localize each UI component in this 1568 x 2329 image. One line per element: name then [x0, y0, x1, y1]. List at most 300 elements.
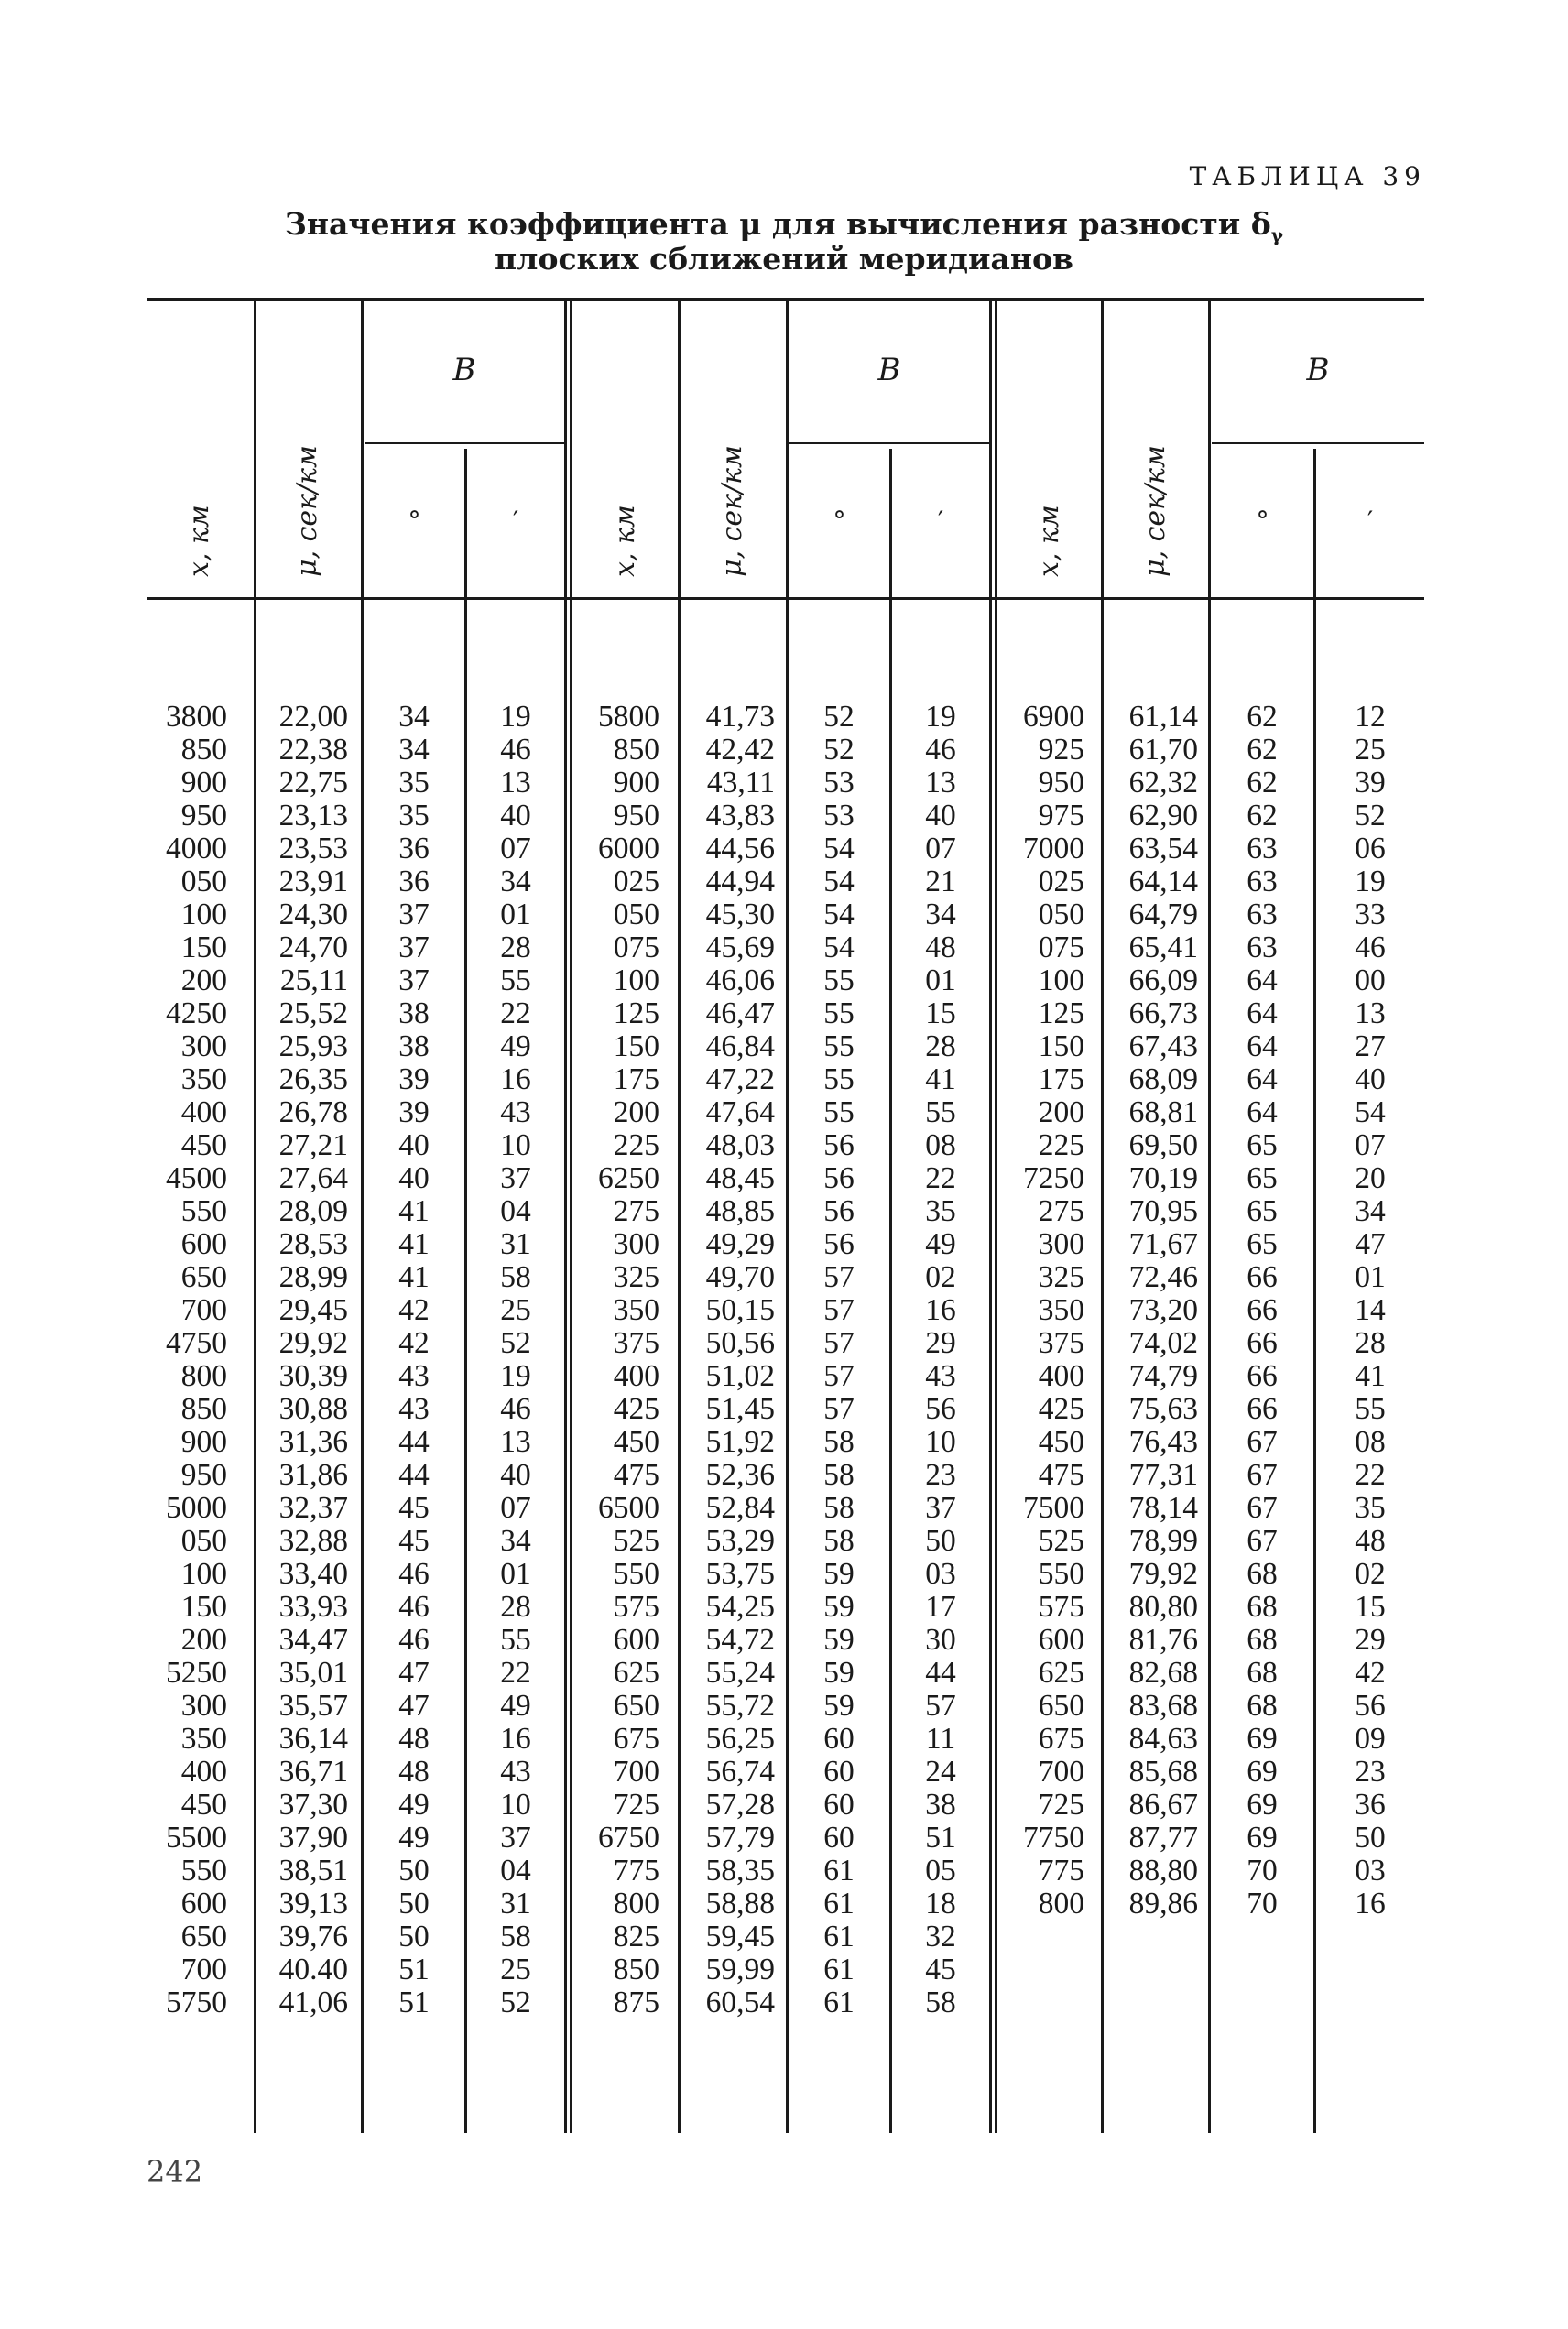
table-cell: 63,54 [1128, 832, 1198, 865]
table-cell: 85,68 [1128, 1755, 1198, 1789]
table-cell: 49 [500, 1689, 531, 1723]
table-cell: 625 [613, 1656, 659, 1690]
table-cell: 39,76 [278, 1920, 348, 1954]
table-cell: 200 [180, 1623, 227, 1657]
table-cell: 54,72 [705, 1623, 775, 1657]
table-cell: 02 [1355, 1557, 1386, 1591]
table-cell: 03 [1355, 1854, 1386, 1888]
table-cell: 41 [398, 1227, 430, 1261]
table-cell: 67 [1247, 1524, 1278, 1558]
table-cell: 51,45 [705, 1392, 775, 1426]
column-minutes [892, 701, 989, 2019]
table-cell: 400 [180, 1095, 227, 1129]
table-cell: 25,11 [279, 963, 348, 997]
table-cell: 46 [500, 733, 531, 767]
table-cell: 54 [823, 898, 855, 931]
table-cell: 075 [613, 931, 659, 964]
table-cell: 65 [1247, 1161, 1278, 1195]
table-cell: 100 [180, 898, 227, 931]
table-cell: 56,25 [705, 1722, 775, 1756]
table-cell: 51 [398, 1986, 430, 2019]
table-cell: 46 [398, 1623, 430, 1657]
header-minutes: ′ [512, 506, 519, 536]
table-cell: 325 [1038, 1260, 1084, 1294]
table-cell: 74,79 [1128, 1359, 1198, 1393]
table-cell: 37,30 [278, 1788, 348, 1822]
table-cell: 34 [925, 898, 956, 931]
table-cell: 28 [1355, 1326, 1386, 1360]
table-cell: 27,64 [278, 1161, 348, 1195]
table-cell: 475 [613, 1458, 659, 1492]
table-cell: 31,36 [278, 1425, 348, 1459]
table-cell: 825 [613, 1920, 659, 1954]
table-cell: 600 [1038, 1623, 1084, 1657]
table-cell: 61,14 [1128, 700, 1198, 734]
table-cell: 04 [500, 1854, 531, 1888]
table-cell: 64 [1247, 1062, 1278, 1096]
table-cell: 69 [1247, 1755, 1278, 1789]
table-cell: 425 [613, 1392, 659, 1426]
table-cell: 69 [1247, 1821, 1278, 1855]
table-cell: 61 [823, 1953, 855, 1986]
table-cell: 61 [823, 1887, 855, 1921]
table-cell: 48,03 [705, 1128, 775, 1162]
table-cell: 35 [398, 799, 430, 833]
table-cell: 7250 [1023, 1161, 1084, 1195]
table-cell: 5250 [166, 1656, 227, 1690]
table-cell: 4500 [166, 1161, 227, 1195]
header-x-km: x, км [609, 505, 641, 577]
table-cell: 125 [613, 996, 659, 1030]
table-cell: 23,53 [278, 832, 348, 865]
table-cell: 61 [823, 1854, 855, 1888]
table-cell: 7000 [1023, 832, 1084, 865]
table-cell: 57 [823, 1326, 855, 1360]
table-cell: 65,41 [1128, 931, 1198, 964]
table-cell: 43,11 [706, 766, 775, 800]
table-cell: 43 [398, 1359, 430, 1393]
table-cell: 77,31 [1128, 1458, 1198, 1492]
table-cell: 550 [1038, 1557, 1084, 1591]
table-cell: 150 [613, 1029, 659, 1063]
table-cell: 20 [1355, 1161, 1386, 1195]
table-cell: 16 [500, 1722, 531, 1756]
table-cell: 50 [1355, 1821, 1386, 1855]
table-cell: 675 [613, 1722, 659, 1756]
table-cell: 19 [925, 700, 956, 734]
table-cell: 81,76 [1128, 1623, 1198, 1657]
table-cell: 41 [398, 1194, 430, 1228]
table-cell: 100 [180, 1557, 227, 1591]
table-cell: 58,88 [705, 1887, 775, 1921]
table-cell: 350 [1038, 1293, 1084, 1327]
table-cell: 050 [1038, 898, 1084, 931]
table-cell: 52 [500, 1986, 531, 2019]
table-cell: 36 [398, 865, 430, 898]
table-cell: 64 [1247, 996, 1278, 1030]
table-cell: 25,93 [278, 1029, 348, 1063]
table-cell: 22 [925, 1161, 956, 1195]
table-cell: 46,84 [705, 1029, 775, 1063]
b-subheader-rule-2 [789, 442, 989, 444]
table-cell: 43,83 [705, 799, 775, 833]
table-cell: 48,45 [705, 1161, 775, 1195]
table-cell: 07 [925, 832, 956, 865]
b-subheader-rule-3 [1212, 442, 1424, 444]
table-cell: 800 [180, 1359, 227, 1393]
table-cell: 55 [500, 963, 531, 997]
column-x [997, 701, 1084, 1921]
table-cell: 725 [613, 1788, 659, 1822]
table-cell: 37 [398, 963, 430, 997]
table-cell: 11 [925, 1722, 956, 1756]
table-cell: 88,80 [1128, 1854, 1198, 1888]
table-cell: 40 [398, 1161, 430, 1195]
table-cell: 08 [1355, 1425, 1386, 1459]
table-cell: 22 [500, 996, 531, 1030]
column-mu [681, 701, 775, 2019]
table-cell: 66 [1247, 1326, 1278, 1360]
table-cell: 46 [1355, 931, 1386, 964]
table-cell: 53 [823, 766, 855, 800]
table-cell: 5000 [166, 1491, 227, 1525]
table-cell: 36,71 [278, 1755, 348, 1789]
table-cell: 350 [180, 1062, 227, 1096]
table-cell: 200 [613, 1095, 659, 1129]
group-divider [564, 301, 567, 2133]
table-cell: 43 [500, 1095, 531, 1129]
table-cell: 5500 [166, 1821, 227, 1855]
header-degrees: ° [1256, 506, 1269, 536]
table-cell: 34 [500, 865, 531, 898]
table-cell: 54,25 [705, 1590, 775, 1624]
table-cell: 37 [925, 1491, 956, 1525]
table-cell: 53,75 [705, 1557, 775, 1591]
table-cell: 23,91 [278, 865, 348, 898]
table-cell: 64 [1247, 1029, 1278, 1063]
header-mu: μ, сек/км [1139, 445, 1171, 577]
table-cell: 28 [500, 931, 531, 964]
table-cell: 450 [613, 1425, 659, 1459]
table-cell: 41 [1355, 1359, 1386, 1393]
table-cell: 44 [398, 1425, 430, 1459]
table-cell: 450 [1038, 1425, 1084, 1459]
header-mu: μ, сек/км [716, 445, 748, 577]
table-cell: 49,29 [705, 1227, 775, 1261]
header-minutes: ′ [937, 506, 944, 536]
table-cell: 80,80 [1128, 1590, 1198, 1624]
table-cell: 14 [1355, 1293, 1386, 1327]
header-degrees: ° [833, 506, 846, 536]
table-cell: 975 [1038, 799, 1084, 833]
table-cell: 60 [823, 1755, 855, 1789]
table-cell: 425 [1038, 1392, 1084, 1426]
table-cell: 31 [500, 1887, 531, 1921]
column-x [572, 701, 659, 2019]
table-cell: 29,92 [278, 1326, 348, 1360]
table-cell: 36,14 [278, 1722, 348, 1756]
table-cell: 25 [1355, 733, 1386, 767]
table-cell: 89,86 [1128, 1887, 1198, 1921]
table-cell: 43 [925, 1359, 956, 1393]
table-cell: 24 [925, 1755, 956, 1789]
table-cell: 30,88 [278, 1392, 348, 1426]
table-cell: 69,50 [1128, 1128, 1198, 1162]
table-cell: 51 [925, 1821, 956, 1855]
table-cell: 49 [398, 1788, 430, 1822]
table-cell: 39,13 [278, 1887, 348, 1921]
table-cell: 13 [1355, 996, 1386, 1030]
table-cell: 56 [1355, 1689, 1386, 1723]
table-cell: 175 [1038, 1062, 1084, 1096]
table-cell: 33,40 [278, 1557, 348, 1591]
table-cell: 45 [398, 1524, 430, 1558]
table-cell: 550 [180, 1194, 227, 1228]
table-cell: 34 [1355, 1194, 1386, 1228]
column-degrees [364, 701, 464, 2019]
table-cell: 56 [823, 1128, 855, 1162]
table-cell: 6750 [598, 1821, 659, 1855]
table-cell: 29 [1355, 1623, 1386, 1657]
table-cell: 650 [180, 1920, 227, 1954]
table-cell: 49 [925, 1227, 956, 1261]
table-title-line2: плоских сближений меридианов [495, 241, 1073, 277]
table-cell: 50,56 [705, 1326, 775, 1360]
table-cell: 68,09 [1128, 1062, 1198, 1096]
table-cell: 51,02 [705, 1359, 775, 1393]
table-cell: 54 [823, 865, 855, 898]
table-cell: 47,64 [705, 1095, 775, 1129]
table-cell: 4750 [166, 1326, 227, 1360]
table-cell: 26,35 [278, 1062, 348, 1096]
table-cell: 24,70 [278, 931, 348, 964]
table-cell: 23 [925, 1458, 956, 1492]
table-cell: 300 [613, 1227, 659, 1261]
table-cell: 48 [398, 1722, 430, 1756]
table-cell: 10 [500, 1128, 531, 1162]
table-cell: 375 [1038, 1326, 1084, 1360]
table-cell: 70,95 [1128, 1194, 1198, 1228]
table-cell: 27,21 [278, 1128, 348, 1162]
table-cell: 550 [180, 1854, 227, 1888]
table-cell: 58 [925, 1986, 956, 2019]
table-cell: 67,43 [1128, 1029, 1198, 1063]
table-cell: 66,73 [1128, 996, 1198, 1030]
table-cell: 39 [398, 1062, 430, 1096]
table-cell: 525 [613, 1524, 659, 1558]
table-cell: 850 [180, 733, 227, 767]
table-cell: 31 [500, 1227, 531, 1261]
table-cell: 46 [398, 1590, 430, 1624]
column-x [147, 701, 227, 2019]
table-cell: 10 [500, 1788, 531, 1822]
table-cell: 65 [1247, 1194, 1278, 1228]
table-cell: 150 [180, 931, 227, 964]
table-cell: 59,45 [705, 1920, 775, 1954]
table-cell: 19 [500, 1359, 531, 1393]
table-cell: 75,63 [1128, 1392, 1198, 1426]
table-cell: 49,70 [705, 1260, 775, 1294]
header-x-km: x, км [1033, 505, 1065, 577]
table-cell: 56 [823, 1161, 855, 1195]
table-cell: 650 [1038, 1689, 1084, 1723]
table-cell: 40.40 [278, 1953, 348, 1986]
table-cell: 65 [1247, 1227, 1278, 1261]
table-cell: 400 [1038, 1359, 1084, 1393]
table-cell: 3800 [166, 700, 227, 734]
table-cell: 46 [925, 733, 956, 767]
table-cell: 41,73 [705, 700, 775, 734]
table-cell: 33 [1355, 898, 1386, 931]
table-cell: 87,77 [1128, 1821, 1198, 1855]
table-cell: 875 [613, 1986, 659, 2019]
table-cell: 22 [1355, 1458, 1386, 1492]
table-cell: 625 [1038, 1656, 1084, 1690]
table-cell: 22,75 [278, 766, 348, 800]
table-cell: 275 [613, 1194, 659, 1228]
table-cell: 56 [823, 1227, 855, 1261]
column-minutes [1316, 701, 1424, 1921]
table-cell: 78,99 [1128, 1524, 1198, 1558]
table-cell: 5750 [166, 1986, 227, 2019]
table-cell: 72,46 [1128, 1260, 1198, 1294]
table-cell: 51,92 [705, 1425, 775, 1459]
table-cell: 37 [398, 898, 430, 931]
table-cell: 06 [1355, 832, 1386, 865]
table-cell: 07 [1355, 1128, 1386, 1162]
table-cell: 31,86 [278, 1458, 348, 1492]
table-cell: 25 [500, 1293, 531, 1327]
table-cell: 54 [823, 931, 855, 964]
table-cell: 48 [925, 931, 956, 964]
table-cell: 59 [823, 1557, 855, 1591]
table-cell: 69 [1247, 1722, 1278, 1756]
table-cell: 65 [1247, 1128, 1278, 1162]
table-cell: 42 [398, 1326, 430, 1360]
table-cell: 54 [823, 832, 855, 865]
table-cell: 60 [823, 1722, 855, 1756]
table-cell: 10 [925, 1425, 956, 1459]
table-cell: 49 [500, 1029, 531, 1063]
table-cell: 52,36 [705, 1458, 775, 1492]
table-cell: 33,93 [278, 1590, 348, 1624]
table-cell: 5800 [598, 700, 659, 734]
table-cell: 150 [180, 1590, 227, 1624]
table-cell: 350 [180, 1722, 227, 1756]
table-cell: 01 [500, 898, 531, 931]
table-cell: 52 [823, 700, 855, 734]
table-cell: 42,42 [705, 733, 775, 767]
table-cell: 800 [613, 1887, 659, 1921]
table-cell: 32,88 [278, 1524, 348, 1558]
table-cell: 35 [925, 1194, 956, 1228]
table-cell: 025 [613, 865, 659, 898]
b-subheader-rule-1 [365, 442, 564, 444]
table-cell: 56,74 [705, 1755, 775, 1789]
table-cell: 51 [398, 1953, 430, 1986]
table-cell: 27 [1355, 1029, 1386, 1063]
table-cell: 275 [1038, 1194, 1084, 1228]
table-cell: 100 [1038, 963, 1084, 997]
column-degrees [789, 701, 889, 2019]
table-cell: 100 [613, 963, 659, 997]
table-cell: 67 [1247, 1458, 1278, 1492]
table-cell: 56 [823, 1194, 855, 1228]
table-cell: 45,30 [705, 898, 775, 931]
table-cell: 52 [500, 1326, 531, 1360]
table-cell: 48 [398, 1755, 430, 1789]
table-cell: 700 [613, 1755, 659, 1789]
table-cell: 13 [500, 766, 531, 800]
table-cell: 61 [823, 1986, 855, 2019]
table-cell: 575 [1038, 1590, 1084, 1624]
table-cell: 34,47 [278, 1623, 348, 1657]
column-mu [256, 701, 348, 2019]
table-cell: 63 [1247, 931, 1278, 964]
table-cell: 40 [925, 799, 956, 833]
table-cell: 925 [1038, 733, 1084, 767]
table-cell: 71,67 [1128, 1227, 1198, 1261]
table-cell: 62 [1247, 799, 1278, 833]
table-cell: 18 [925, 1887, 956, 1921]
table-cell: 50 [398, 1887, 430, 1921]
table-cell: 43 [398, 1392, 430, 1426]
table-cell: 850 [613, 733, 659, 767]
table-cell: 48 [1355, 1524, 1386, 1558]
table-cell: 375 [613, 1326, 659, 1360]
table-cell: 45,69 [705, 931, 775, 964]
table-cell: 46 [398, 1557, 430, 1591]
table-cell: 34 [398, 733, 430, 767]
table-cell: 38 [398, 996, 430, 1030]
table-cell: 525 [1038, 1524, 1084, 1558]
header-mu: μ, сек/км [291, 445, 323, 577]
table-cell: 23 [1355, 1755, 1386, 1789]
table-cell: 38 [398, 1029, 430, 1063]
table-cell: 4000 [166, 832, 227, 865]
table-cell: 53 [823, 799, 855, 833]
table-cell: 60 [823, 1788, 855, 1822]
table-cell: 25 [500, 1953, 531, 1986]
table-cell: 59 [823, 1656, 855, 1690]
table-cell: 150 [1038, 1029, 1084, 1063]
table-cell: 700 [180, 1293, 227, 1327]
table-cell: 01 [1355, 1260, 1386, 1294]
table-cell: 84,63 [1128, 1722, 1198, 1756]
table-cell: 68 [1247, 1623, 1278, 1657]
group-divider [989, 301, 992, 2133]
table-cell: 7750 [1023, 1821, 1084, 1855]
table-cell: 57 [823, 1260, 855, 1294]
table-cell: 66 [1247, 1293, 1278, 1327]
table-cell: 52 [1355, 799, 1386, 833]
table-cell: 225 [1038, 1128, 1084, 1162]
table-cell: 41 [925, 1062, 956, 1096]
table-cell: 40 [500, 799, 531, 833]
table-cell: 15 [925, 996, 956, 1030]
table-cell: 24,30 [278, 898, 348, 931]
table-cell: 09 [1355, 1722, 1386, 1756]
table-caption: ТАБЛИЦА 39 [1189, 161, 1426, 191]
table-cell: 45 [398, 1491, 430, 1525]
table-cell: 725 [1038, 1788, 1084, 1822]
table-cell: 52,84 [705, 1491, 775, 1525]
table-cell: 13 [925, 766, 956, 800]
table-cell: 35 [1355, 1491, 1386, 1525]
table-cell: 43 [500, 1755, 531, 1789]
table-cell: 46,06 [705, 963, 775, 997]
table-cell: 40 [1355, 1062, 1386, 1096]
